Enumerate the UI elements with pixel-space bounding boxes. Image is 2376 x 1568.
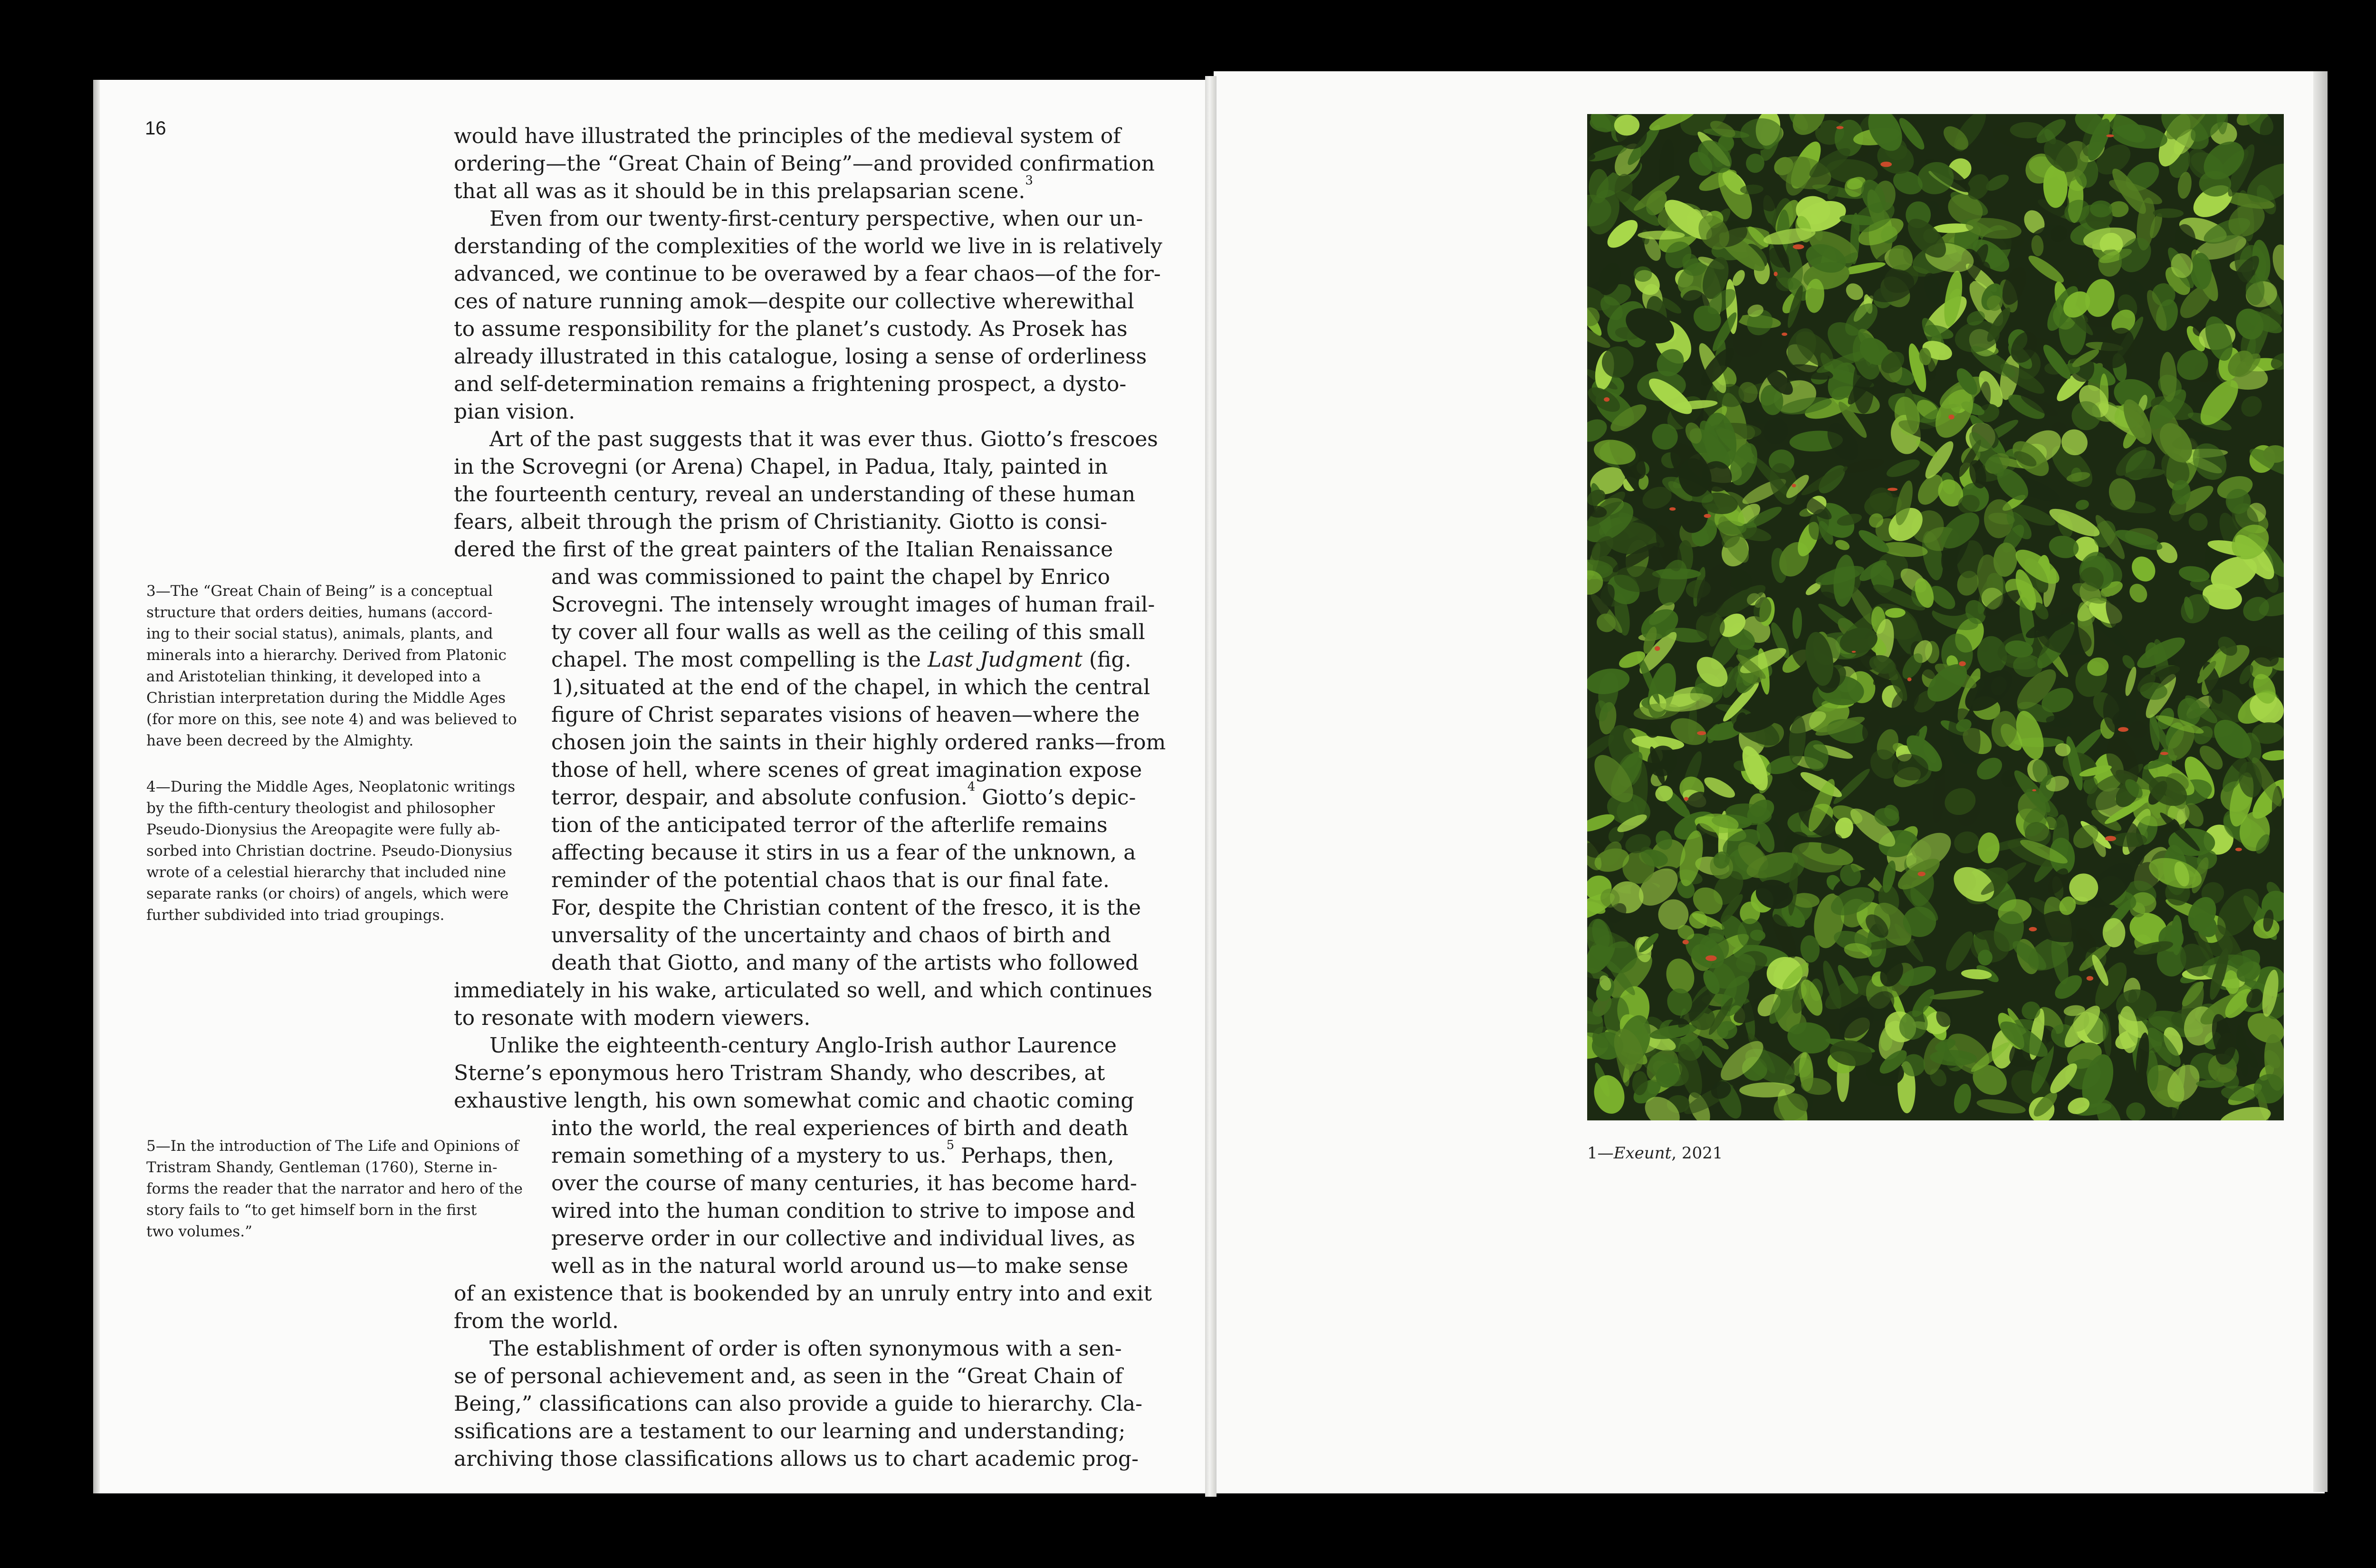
- body-text-line: from the world.: [454, 1309, 619, 1333]
- footnote-line: and Aristotelian thinking, it developed into a: [146, 668, 481, 685]
- body-text-line: Even from our twenty-first-century perspective, when our un-: [489, 207, 1143, 231]
- body-text-line: The establishment of order is often synonymous with a sen-: [489, 1337, 1122, 1361]
- footnote-line: structure that orders deities, humans (accord-: [146, 604, 493, 621]
- footnote-line: further subdivided into triad groupings.: [146, 907, 445, 924]
- red-speck: [1836, 126, 1843, 129]
- red-speck: [2160, 752, 2168, 755]
- body-text-line: archiving those classifications allows us to chart academic prog-: [454, 1447, 1139, 1471]
- body-text-line: derstanding of the complexities of the world we live in is relatively: [454, 234, 1162, 258]
- leaf-shape: [2172, 480, 2191, 505]
- red-speck: [1907, 678, 1912, 681]
- red-speck: [1880, 162, 1892, 167]
- footnote-line: have been decreed by the Almighty.: [146, 732, 414, 749]
- red-speck: [1959, 661, 1965, 666]
- footnote-line: 4—During the Middle Ages, Neoplatonic writings: [146, 778, 516, 795]
- body-text-line: Sterne’s eponymous hero Tristram Shandy, who describes, at: [454, 1061, 1105, 1085]
- body-text-line: wired into the human condition to strive to impose and: [551, 1199, 1136, 1223]
- footnote-line: wrote of a celestial hierarchy that included nine: [146, 864, 506, 881]
- body-text-line: Scrovegni. The intensely wrought images of human frail-: [551, 593, 1155, 617]
- book-gutter: [1205, 76, 1217, 1497]
- footnote-4: [146, 776, 515, 926]
- body-text-line: of an existence that is bookended by an unruly entry into and exit: [454, 1281, 1152, 1306]
- body-text-line: the fourteenth century, reveal an understanding of these human: [454, 482, 1136, 507]
- red-speck: [2106, 134, 2114, 137]
- footnote-line: Tristram Shandy, Gentleman (1760), Sterne in-: [146, 1159, 498, 1176]
- red-speck: [1918, 872, 1926, 877]
- body-text-line: preserve order in our collective and individual lives, as: [551, 1226, 1135, 1251]
- body-text-line: unversality of the uncertainty and chaos of birth and: [551, 923, 1111, 947]
- caption-year: , 2021: [1671, 1144, 1723, 1163]
- red-speck: [1852, 651, 1856, 653]
- red-speck: [1697, 731, 1706, 736]
- body-text-line: exhaustive length, his own somewhat comic and chaotic coming: [454, 1089, 1134, 1113]
- body-text-line: remain something of a mystery to us.$^5$ Perhaps, then,: [551, 1138, 1114, 1168]
- red-speck: [1793, 244, 1804, 249]
- red-speck: [1792, 484, 1796, 487]
- footnote-line: story fails to “to get himself born in the first: [146, 1202, 477, 1219]
- body-text-line: those of hell, where scenes of great imagination expose: [551, 758, 1142, 782]
- footnote-line: Christian interpretation during the Middle Ages: [146, 689, 506, 707]
- right-page-edge: [2313, 71, 2328, 1492]
- body-text-line: reminder of the potential chaos that is our final fate.: [551, 868, 1110, 892]
- red-speck: [1604, 397, 1610, 402]
- red-speck: [1684, 797, 1689, 801]
- footnote-line: (for more on this, see note 4) and was believed to: [146, 711, 517, 728]
- body-text-line: over the course of many centuries, it has become hard-: [551, 1171, 1137, 1195]
- red-speck: [2029, 927, 2037, 931]
- body-text-line: in the Scrovegni (or Arena) Chapel, in Padua, Italy, painted in: [454, 455, 1108, 479]
- red-speck: [1782, 333, 1787, 336]
- red-speck: [2105, 836, 2116, 841]
- main-text-column: [454, 123, 1166, 1473]
- footnote-line: by the fifth-century theologist and philosopher: [146, 800, 495, 817]
- body-text-line: ssifications are a testament to our learning and understanding;: [454, 1419, 1126, 1444]
- caption-prefix: 1—: [1587, 1144, 1614, 1163]
- body-text-line: and was commissioned to paint the chapel by Enrico: [551, 565, 1110, 589]
- body-text-line: figure of Christ separates visions of heaven—where the: [551, 703, 1140, 727]
- figure-exeunt-image: [1584, 111, 2287, 1123]
- red-speck: [1705, 956, 1716, 961]
- body-text-line: to resonate with modern viewers.: [454, 1006, 811, 1030]
- body-text-line: tion of the anticipated terror of the afterlife remains: [551, 813, 1108, 837]
- caption-title: Exeunt: [1613, 1144, 1672, 1163]
- footnote-line: separate ranks (or choirs) of angels, which were: [146, 885, 509, 902]
- leaf-shape: [1738, 918, 1763, 948]
- body-text-line: and self-determination remains a frightening prospect, a dysto-: [454, 372, 1127, 396]
- footnote-line: two volumes.”: [146, 1223, 252, 1240]
- body-text-line: that all was as it should be in this prelapsarian scene.$^3$: [454, 173, 1033, 203]
- footnote-line: 5—In the introduction of The Life and Opinions of: [146, 1138, 519, 1155]
- body-text-line: pian vision.: [454, 400, 575, 424]
- left-page-edge: [93, 80, 100, 1493]
- body-text-line: dered the first of the great painters of the Italian Renaissance: [454, 537, 1113, 562]
- body-text-line: death that Giotto, and many of the artists who followed: [551, 951, 1139, 975]
- figure-caption: [1587, 1144, 1723, 1163]
- footnote-ref: 4: [967, 780, 976, 794]
- body-text-line: se of personal achievement and, as seen in the “Great Chain of: [454, 1364, 1123, 1388]
- body-text-line: ordering—the “Great Chain of Being”—and provided confirmation: [454, 152, 1155, 176]
- red-speck: [1774, 272, 1778, 277]
- body-text-line: For, despite the Christian content of the fresco, it is the: [551, 896, 1141, 920]
- red-speck: [1704, 514, 1711, 518]
- red-speck: [1683, 940, 1689, 945]
- footnote-line: Pseudo-Dionysius the Areopagite were fully ab-: [146, 821, 500, 838]
- footnote-3: [146, 581, 517, 752]
- leaf-shape: [1638, 231, 1685, 240]
- body-text-line: to assume responsibility for the planet’s custody. As Prosek has: [454, 317, 1128, 341]
- red-speck: [2032, 789, 2036, 791]
- footnote-line: ing to their social status), animals, plants, and: [146, 625, 493, 642]
- body-text-line: fears, albeit through the prism of Christianity. Giotto is consi-: [454, 510, 1108, 534]
- body-text-line: affecting because it stirs in us a fear of the unknown, a: [551, 841, 1136, 865]
- red-speck: [1948, 414, 1954, 419]
- foliage-artwork: [1587, 114, 2284, 1120]
- body-text-line: Being,” classifications can also provide a guide to hierarchy. Cla-: [454, 1392, 1143, 1416]
- footnote-line: sorbed into Christian doctrine. Pseudo-Dionysius: [146, 842, 513, 860]
- red-speck: [2087, 976, 2093, 981]
- body-text-line: Art of the past suggests that it was ever thus. Giotto’s frescoes: [489, 427, 1158, 451]
- body-text-line: chosen join the saints in their highly ordered ranks—from: [551, 730, 1166, 755]
- leaf-shape: [2111, 832, 2147, 847]
- body-text-line: terror, despair, and absolute confusion.$^4$ Giotto’s depic-: [551, 780, 1136, 810]
- body-text-line: immediately in his wake, articulated so well, and which continues: [454, 978, 1152, 1003]
- footnote-line: minerals into a hierarchy. Derived from Platonic: [146, 647, 507, 664]
- red-speck: [1655, 646, 1660, 651]
- footnote-line: forms the reader that the narrator and hero of the: [146, 1180, 523, 1197]
- red-speck: [2118, 727, 2128, 732]
- body-text-line: ty cover all four walls as well as the ceiling of this small: [551, 620, 1145, 644]
- footnote-5: [146, 1136, 523, 1243]
- body-text-line: into the world, the real experiences of birth and death: [551, 1116, 1129, 1140]
- body-text-line: 1),situated at the end of the chapel, in which the central: [551, 675, 1150, 699]
- red-speck: [1669, 507, 1676, 511]
- body-text-line: well as in the natural world around us—to make sense: [551, 1254, 1129, 1278]
- red-speck: [2235, 848, 2242, 851]
- body-text-line: Unlike the eighteenth-century Anglo-Irish author Laurence: [489, 1033, 1117, 1058]
- body-text-line: chapel. The most compelling is the Last Judgment (fig.: [551, 648, 1131, 672]
- page-number: 16: [145, 118, 166, 139]
- leaf-shape: [2090, 201, 2112, 218]
- red-speck: [1887, 488, 1897, 491]
- body-text-line: ces of nature running amok—despite our collective wherewithal: [454, 289, 1134, 314]
- body-text-line: would have illustrated the principles of the medieval system of: [454, 124, 1121, 148]
- body-text-line: already illustrated in this catalogue, losing a sense of orderliness: [454, 344, 1147, 369]
- footnote-line: 3—The “Great Chain of Being” is a conceptual: [146, 583, 493, 600]
- body-text-line: advanced, we continue to be overawed by a fear chaos—of the for-: [454, 262, 1161, 286]
- footnote-ref: 3: [1025, 173, 1033, 188]
- footnote-ref: 5: [946, 1138, 955, 1152]
